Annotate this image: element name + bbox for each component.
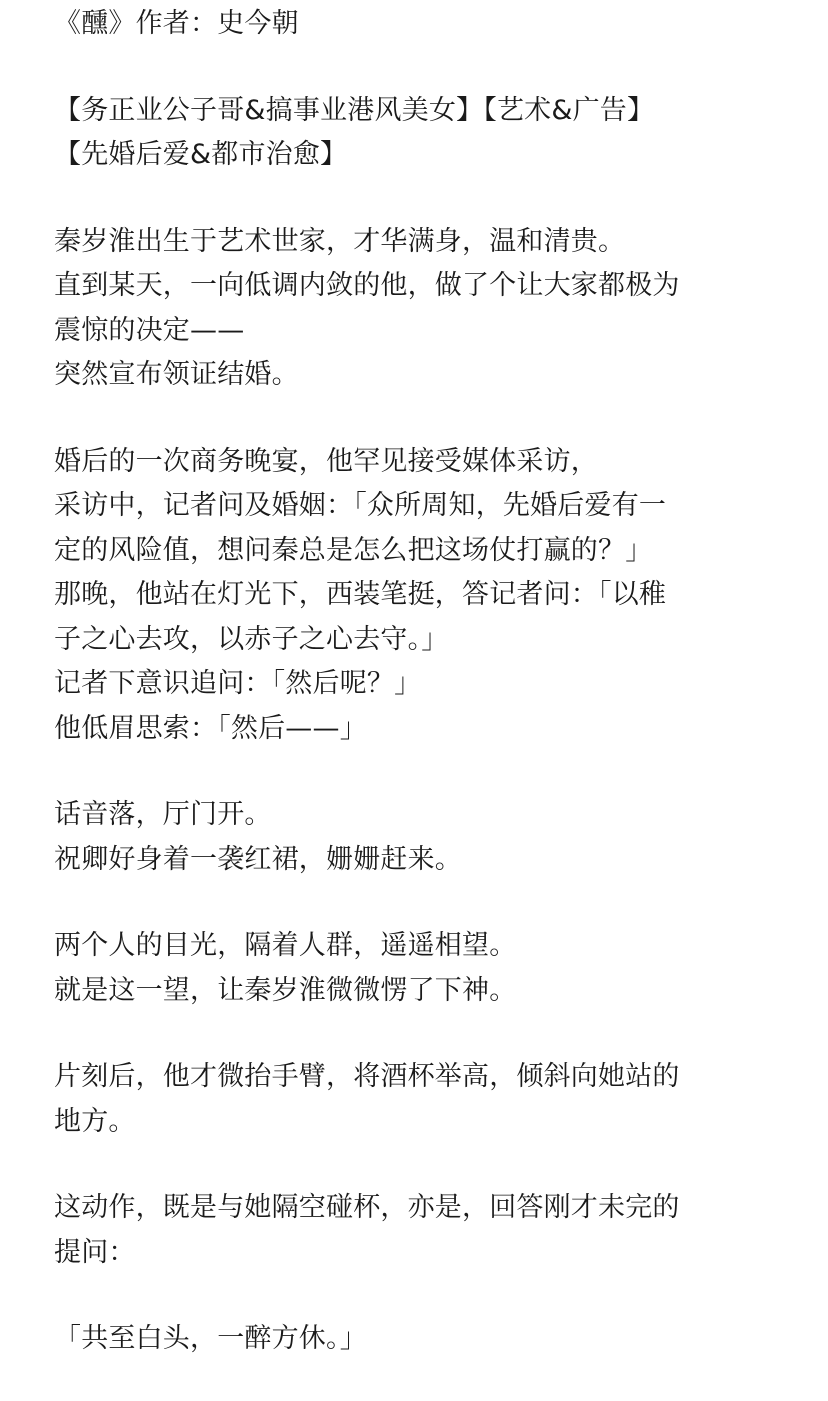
text-line: 婚后的一次商务晚宴，他罕见接受媒体采访， [54, 445, 598, 477]
text-line: 直到某天，一向低调内敛的他，做了个让大家都极为 [54, 270, 680, 301]
genre-tags-line-1: 【务正业公子哥&搞事业港风美女】【艺术&广告】 [54, 94, 655, 126]
paragraph-gaze [54, 924, 774, 1013]
paragraph-intro [54, 220, 774, 398]
text-line: 子之心去攻，以赤子之心去守。」 [54, 623, 449, 655]
text-line: 采访中，记者问及婚姻：「众所周知，先婚后爱有一 [54, 490, 667, 521]
text-line: 秦岁淮出生于艺术世家，才华满身，温和清贵。 [54, 225, 626, 257]
text-line: 震惊的决定—— [54, 314, 245, 346]
text-line: 记者下意识追问：「然后呢？」 [54, 668, 422, 699]
spacer [54, 178, 774, 220]
text-line: 地方。 [54, 1105, 136, 1137]
text-line: 定的风险值，想问秦总是怎么把这场仗打赢的？」 [54, 534, 653, 566]
text-line: 片刻后，他才微抬手臂，将酒杯举高，倾斜向她站的 [54, 1061, 680, 1092]
text-line: 「共至白头，一醉方休。」 [54, 1323, 367, 1354]
document-body [54, 0, 774, 1362]
spacer [54, 47, 774, 89]
text-line: 两个人的目光，隔着人群，遥遥相望。 [54, 930, 517, 961]
paragraph-raise-glass [54, 1055, 774, 1144]
spacer [54, 1013, 774, 1055]
spacer [54, 882, 774, 924]
genre-tags-line-2: 【先婚后爱&都市治愈】 [54, 139, 348, 170]
paragraph-door-opens [54, 793, 774, 882]
text-line: 那晚，他站在灯光下，西装笔挺，答记者问：「以稚 [54, 579, 667, 610]
spacer [54, 1144, 774, 1186]
text-line: 这动作，既是与她隔空碰杯，亦是，回答刚才未完的 [54, 1192, 680, 1223]
paragraph-closing-quote [54, 1317, 774, 1362]
text-line: 话音落，厅门开。 [54, 799, 272, 830]
text-line: 就是这一望，让秦岁淮微微愣了下神。 [54, 974, 517, 1006]
paragraph-interview [54, 440, 774, 752]
text-line: 他低眉思索：「然后——」 [54, 712, 367, 744]
book-title: 《醺》作者：史今朝 [54, 8, 299, 39]
spacer [54, 1275, 774, 1317]
paragraph-answer [54, 1186, 774, 1275]
spacer [54, 398, 774, 440]
spacer [54, 751, 774, 793]
text-line: 突然宣布领证结婚。 [54, 359, 299, 390]
text-line: 提问： [54, 1236, 136, 1268]
text-line: 祝卿好身着一袭红裙，姗姗赶来。 [54, 843, 462, 875]
